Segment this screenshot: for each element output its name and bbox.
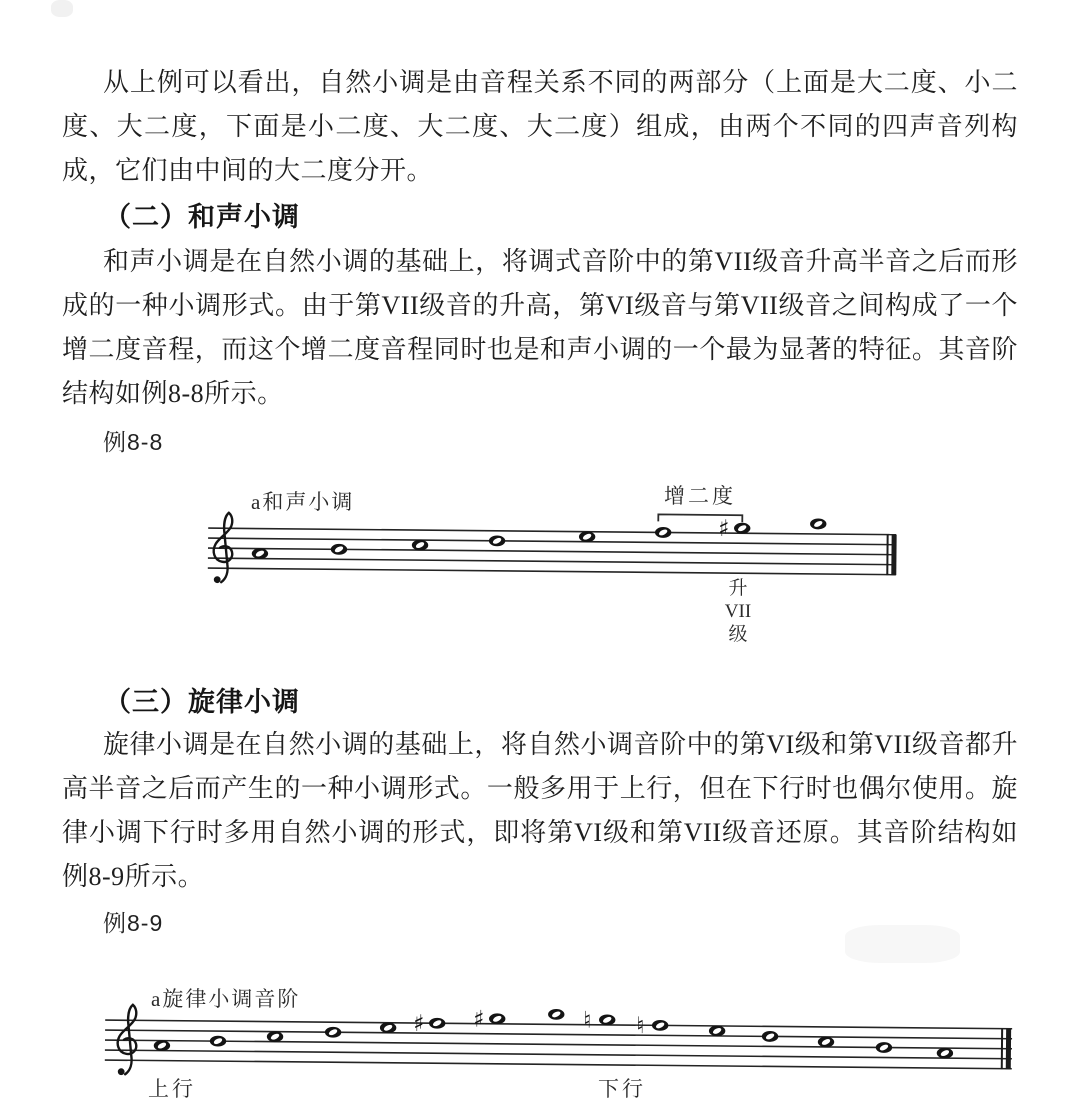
example-8-9-label: 例8-9 — [103, 910, 164, 936]
descending-label: 下行 — [598, 1077, 646, 1101]
scan-smudge — [845, 925, 960, 963]
ascending-label: 上行 — [148, 1077, 196, 1101]
staff-melodic-minor — [100, 992, 1017, 1097]
note-group — [252, 511, 827, 564]
natural-accidental: ♮ — [583, 1007, 592, 1034]
harmonic-minor-paragraph: 和声小调是在自然小调的基础上，将调式音阶中的第VII级音升高半音之后而形成的一种小调形式。由于第VII级音的升高，第VI级音与第VII级音之间构成了一个增二度音程，而这个增二度音程同时也是和声小调的一个最为显著的特征。其音阶结构如例8-8所示。 — [62, 247, 1018, 408]
augmented-second-bracket — [658, 514, 742, 522]
example-8-8-caption: a和声小调 — [251, 490, 355, 514]
final-barline — [886, 535, 896, 576]
raised-seventh-label — [718, 577, 758, 646]
final-barline — [1001, 1029, 1011, 1070]
example-8-9-caption: a旋律小调音阶 — [151, 987, 301, 1011]
section-heading-harmonic-minor: （二）和声小调 — [104, 202, 300, 232]
melodic-minor-paragraph: 旋律小调是在自然小调的基础上，将自然小调音阶中的第VI级和第VII级音都升高半音之后而产生的一种小调形式。一般多用于上行，但在下行时也偶尔使用。旋律小调下行时多用自然小调的形式，即将第VI级和第VII级音还原。其音阶结构如例8-9所示。 — [62, 730, 1018, 891]
sharp-accidental: ♯ — [718, 515, 730, 543]
scan-smudge — [51, 0, 73, 17]
sharp-accidental: ♯ — [413, 1011, 425, 1038]
staff-lines — [105, 1020, 1012, 1069]
example-8-8-label: 例8-8 — [103, 429, 164, 455]
raised-seventh-line2: VII — [724, 601, 752, 622]
natural-accidental: ♮ — [636, 1013, 645, 1040]
intro-paragraph: 从上例可以看出，自然小调是由音程关系不同的两部分（上面是大二度、小二度、大二度，下面是小二度、大二度、大二度）组成，由两个不同的四声音列构成，它们由中间的大二度分开。 — [62, 68, 1018, 185]
augmented-second-label: 增二度 — [664, 484, 736, 508]
section-heading-melodic-minor: （三）旋律小调 — [104, 687, 300, 717]
staff-lines — [208, 528, 896, 575]
staff-harmonic-minor — [200, 500, 901, 603]
sharp-accidental: ♯ — [473, 1006, 485, 1033]
raised-seventh-line1: 升 — [728, 578, 748, 599]
raised-seventh-line3: 级 — [728, 624, 748, 645]
